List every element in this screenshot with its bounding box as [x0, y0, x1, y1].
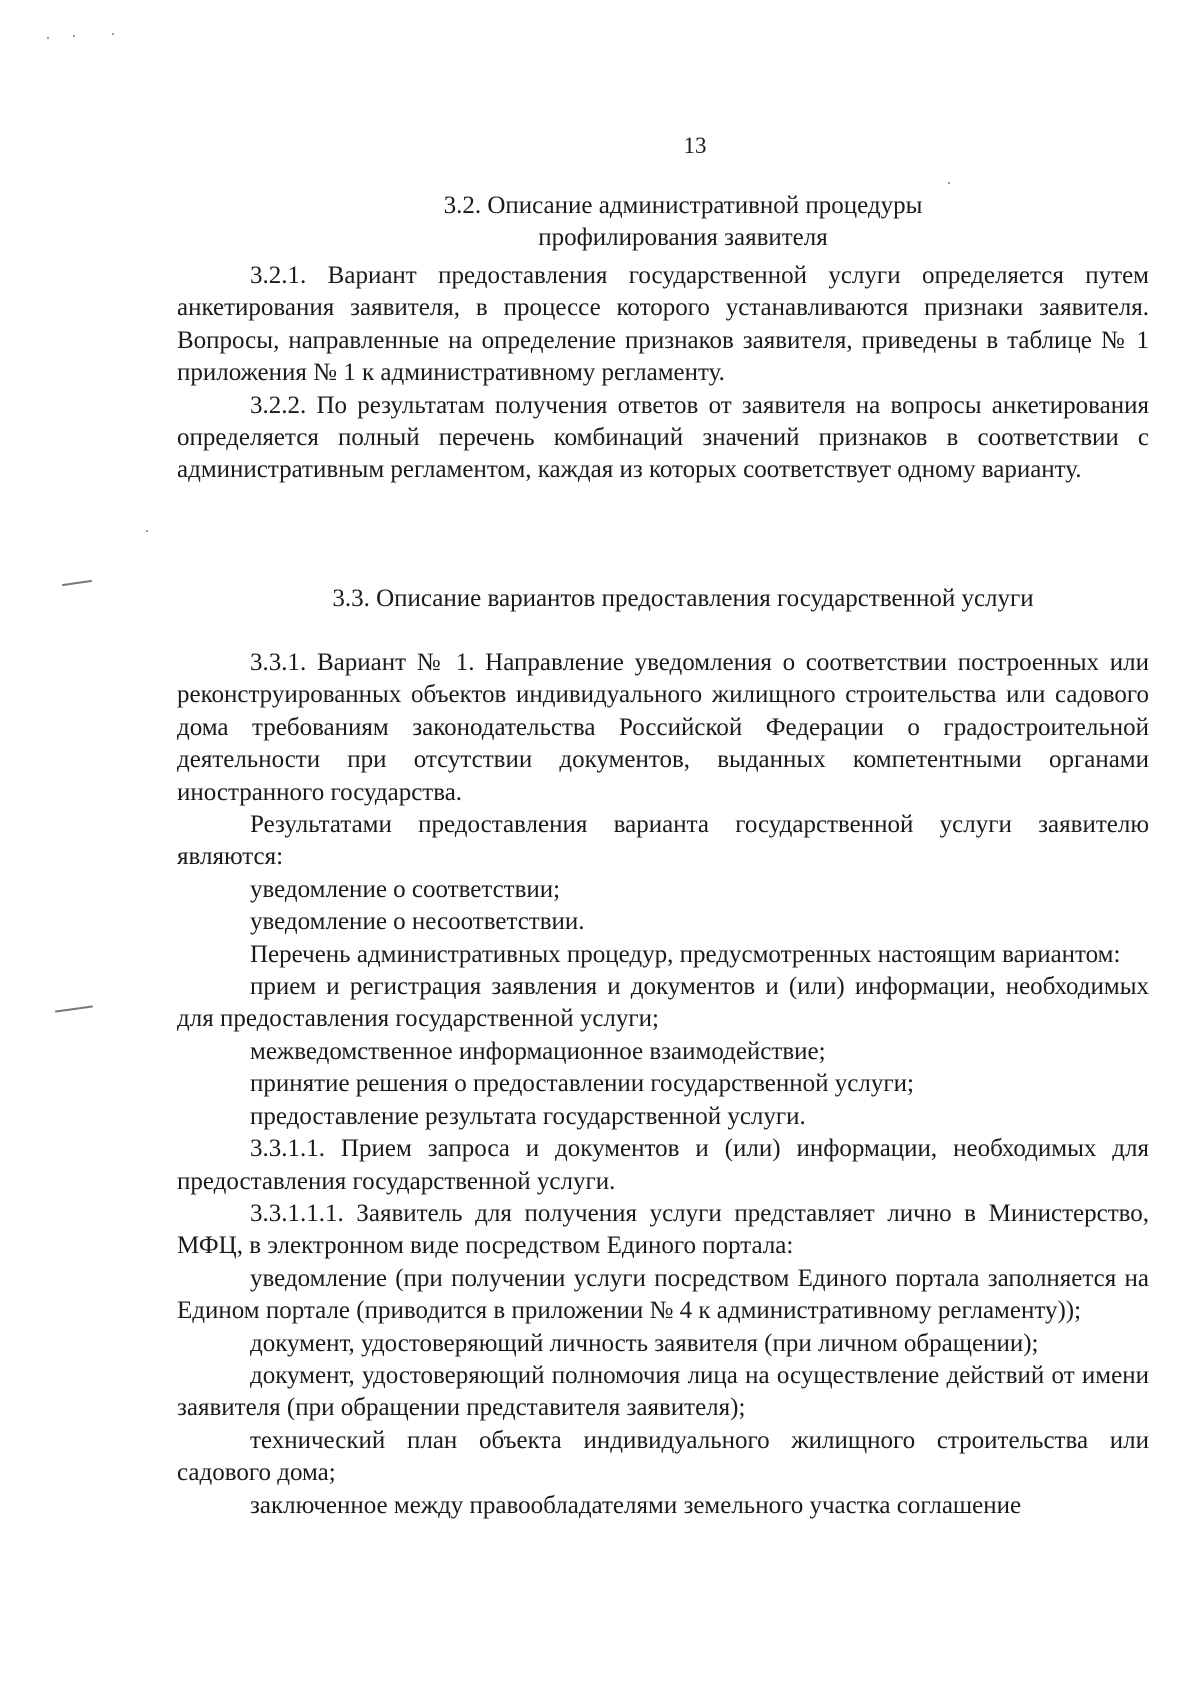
section-3-2-title-line2: профилирования заявителя — [538, 224, 828, 251]
list-item: уведомление о несоответствии. — [250, 908, 585, 936]
scan-mark — [55, 1005, 93, 1012]
paragraph: 3.2.1. Вариант предоставления государственной услуги определяется путем анкетирования заявителя, в процессе которого устанавливаются признаки заявителя. Вопросы, направленные на определение признаков заявителя, приведены в таблице № 1 приложения № 1 к административному регламенту. — [177, 262, 1149, 387]
section-3-2-body — [177, 260, 1149, 487]
scan-dot — [948, 182, 950, 184]
section-3-3-heading: 3.3. Описание вариантов предоставления государственной услуги — [332, 585, 1034, 612]
list-item: заключенное между правообладателями земельного участка соглашение — [250, 1491, 1022, 1519]
page-number: 13 — [683, 133, 707, 158]
list-item: уведомление о соответствии; — [250, 875, 561, 903]
paragraph: 3.3.1. Вариант № 1. Направление уведомления о соответствии построенных или реконструированных объектов индивидуального жилищного строительства или садового дома требованиям законодательства Российской Федерации о градостроительной деятельности при отсутствии документов, выданных компетентными органами иностранного государства. — [177, 649, 1149, 806]
list-item: уведомление (при получении услуги посредством Единого портала заполняется на Едином портале (приводится в приложении № 4 к административному регламенту)); — [177, 1264, 1149, 1325]
list-item: принятие решения о предоставлении государственной услуги; — [250, 1070, 914, 1098]
scan-dot — [112, 33, 114, 35]
scan-mark — [62, 580, 92, 586]
list-item: технический план объекта индивидуального жилищного строительства или садового дома; — [177, 1426, 1149, 1487]
paragraph: Перечень административных процедур, предусмотренных настоящим вариантом: — [250, 940, 1121, 968]
paragraph: 3.2.2. По результатам получения ответов от заявителя на вопросы анкетирования определяется полный перечень комбинаций значений признаков в соответствии с административным регламентом, каждая из которых соответствует одному варианту. — [177, 391, 1149, 484]
list-item: документ, удостоверяющий личность заявителя (при личном обращении); — [250, 1329, 1039, 1357]
list-item: межведомственное информационное взаимодействие; — [250, 1037, 826, 1065]
section-3-2-heading — [197, 190, 1169, 254]
list-item: документ, удостоверяющий полномочия лица на осуществление действий от имени заявителя (при обращении представителя заявителя); — [177, 1361, 1149, 1422]
section-3-3-body — [177, 647, 1149, 1522]
list-item: предоставление результата государственной услуги. — [250, 1102, 806, 1130]
paragraph: 3.3.1.1. Прием запроса и документов и (или) информации, необходимых для предоставления государственной услуги. — [177, 1135, 1149, 1195]
list-item: прием и регистрация заявления и документов и (или) информации, необходимых для предоставления государственной услуги; — [177, 973, 1149, 1033]
scan-dot — [47, 37, 49, 39]
paragraph: Результатами предоставления варианта государственной услуги заявителю являются: — [177, 811, 1149, 871]
paragraph: 3.3.1.1.1. Заявитель для получения услуги представляет лично в Министерство, МФЦ, в электронном виде посредством Единого портала: — [177, 1199, 1149, 1260]
section-3-2-title-line1: 3.2. Описание административной процедуры — [443, 192, 923, 219]
scan-dot — [73, 35, 75, 37]
scan-dot — [146, 530, 148, 532]
